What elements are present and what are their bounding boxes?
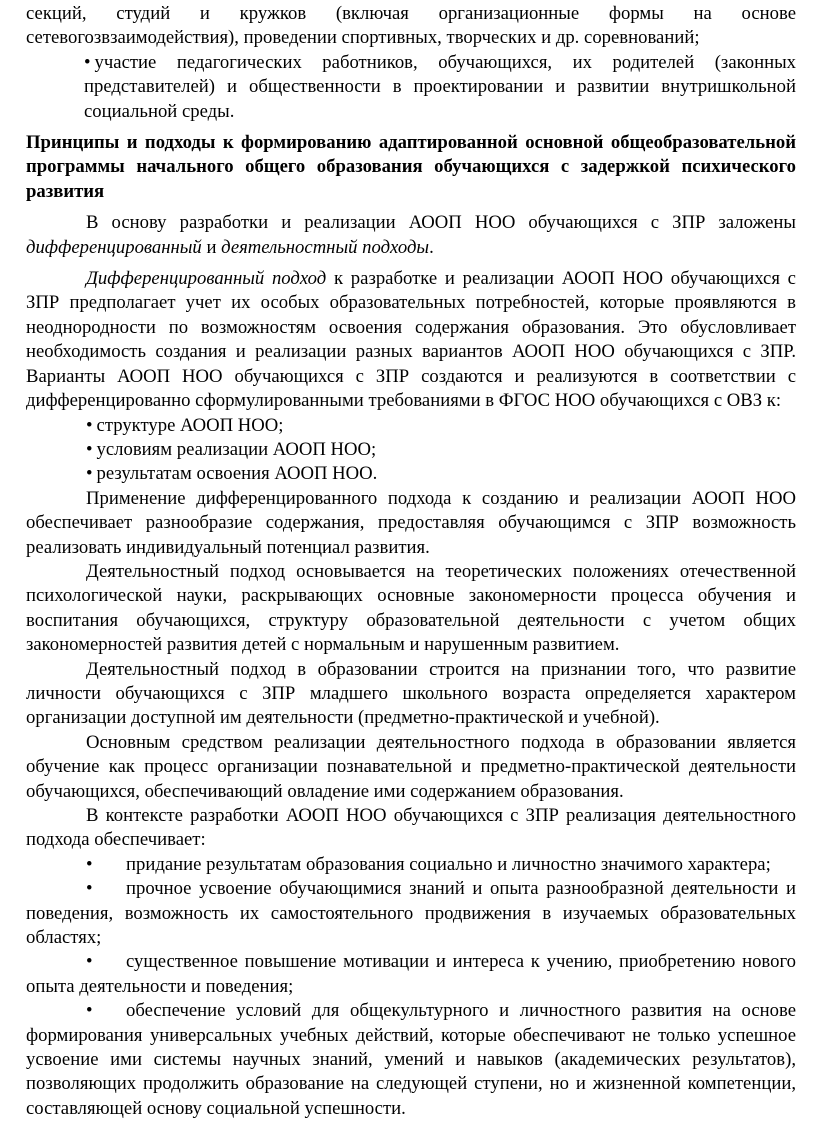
paragraph-continuation: секций, студий и кружков (включая организационные формы на основе сетевогозвзаимодействия), проведении спортивных, творческих и др. соревнований; bbox=[26, 3, 796, 49]
bullet-icon: • bbox=[84, 51, 91, 73]
bullet-icon: • bbox=[86, 853, 93, 875]
paragraph-application: Применение дифференцированного подхода к созданию и реализации АООП НОО обеспечивает разнообразие содержания, предоставляя обучающимся с ЗПР возможность реализовать индивидуальный потенциал развития. bbox=[26, 487, 796, 558]
list-item bbox=[26, 950, 796, 999]
list-item bbox=[26, 462, 796, 486]
paragraph-basis bbox=[26, 211, 796, 260]
paragraph-activity-basis: Деятельностный подход основывается на теоретических положениях отечественной психологической науки, раскрывающих основные закономерности процесса обучения и воспитания обучающихся, структуру образовательной деятельности с учетом общих закономерностей развития детей с нормальным и нарушенным развитием. bbox=[26, 560, 796, 656]
list-item-text: обеспечение условий для общекультурного и личностного развития на основе формирования универсальных учебных действий, которые обеспечивают не только успешное усвоение ими системы научных знаний, умений и навыков (академических результатов), позволяющих продолжить образование на следующей ступени, но и жизненной компетенции, составляющей основу социальной успешности. bbox=[26, 1000, 796, 1119]
section-heading: Принципы и подходы к формированию адаптированной основной общеобразовательной программы начального общего образования обучающихся с задержкой психического развития bbox=[26, 132, 796, 202]
list-item-text: прочное усвоение обучающимися знаний и опыта разнообразной деятельности и поведения, возможность их самостоятельного продвижения в изучаемых образовательных областях; bbox=[26, 878, 796, 949]
list-item bbox=[26, 877, 796, 950]
paragraph-text: к разработке и реализации АООП НОО обучающихся с ЗПР предполагает учет их особых образовательных потребностей, которые проявляются в неоднородности по возможностям освоения содержания образования. Это обусловливает необходимость создания и реализации разных вариантов АООП НОО обучающихся с ЗПР. Варианты АООП НОО обучающихся с ЗПР создаются и реализуются в соответствии с дифференцированно сформулированными требованиями в ФГОС НОО обучающихся с ОВЗ к: bbox=[26, 268, 796, 412]
list-item bbox=[26, 999, 796, 1121]
list-item-text: существенное повышение мотивации и интереса к учению, приобретению нового опыта деятельности и поведения; bbox=[26, 951, 796, 997]
bullet-icon: • bbox=[86, 878, 93, 900]
paragraph-activity-education: Деятельностный подход в образовании строится на признании того, что развитие личности обучающихся с ЗПР младшего школьного возраста определяется характером организации доступной им деятельности (предметно-практической и учебной). bbox=[26, 658, 796, 729]
list-item-text: результатам освоения АООП НОО. bbox=[96, 463, 378, 485]
emphasis-differentiated-approach: Дифференцированный подход bbox=[86, 268, 327, 290]
list-item-participation bbox=[26, 51, 796, 124]
paragraph-text: . bbox=[429, 236, 434, 258]
paragraph-context: В контексте разработки АООП НОО обучающихся с ЗПР реализация деятельностного подхода обеспечивает: bbox=[26, 805, 796, 851]
bullet-icon: • bbox=[86, 414, 93, 436]
emphasis-differentiated: дифференцированный bbox=[26, 236, 202, 258]
emphasis-activity: деятельностный подходы bbox=[221, 236, 430, 258]
list-item bbox=[26, 438, 796, 462]
list-item bbox=[26, 853, 796, 877]
paragraph-activity-means: Основным средством реализации деятельностного подхода в образовании является обучение как процесс организации познавательной и предметно-практической деятельности обучающихся, обеспечивающий овладение ими содержанием образования. bbox=[26, 731, 796, 802]
list-item-text: участие педагогических работников, обучающихся, их родителей (законных представителей) и общественности в проектировании и развитии внутришкольной социальной среды. bbox=[84, 51, 796, 122]
list-item bbox=[26, 414, 796, 438]
list-item-text: условиям реализации АООП НОО; bbox=[96, 438, 377, 460]
bullet-icon: • bbox=[86, 951, 93, 973]
paragraph-differentiated bbox=[26, 267, 796, 413]
list-item-text: придание результатам образования социально и личностно значимого характера; bbox=[126, 853, 771, 875]
document-page bbox=[26, 2, 796, 1121]
paragraph-text: и bbox=[201, 236, 222, 258]
bullet-icon: • bbox=[86, 1000, 93, 1022]
bullet-icon: • bbox=[86, 438, 93, 460]
paragraph-text: В основу разработки и реализации АООП НОО обучающихся с ЗПР заложены bbox=[86, 212, 796, 234]
list-item-text: структуре АООП НОО; bbox=[96, 414, 284, 436]
bullet-icon: • bbox=[86, 463, 93, 485]
